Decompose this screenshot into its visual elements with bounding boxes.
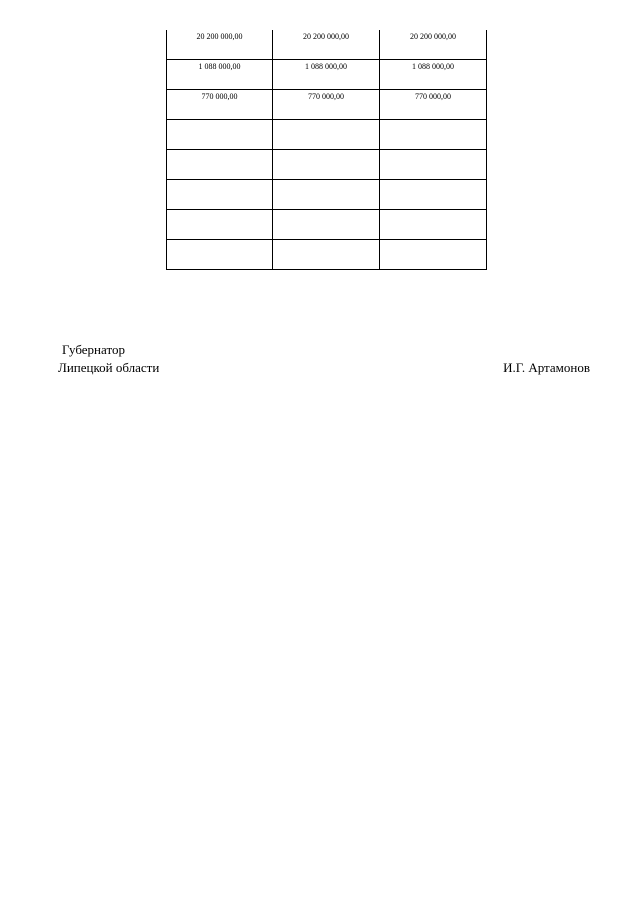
table-cell [167, 30, 273, 60]
table-row [167, 120, 487, 150]
table-cell [167, 90, 273, 120]
table-cell [380, 180, 487, 210]
table-cell [167, 120, 273, 150]
table-cell [273, 150, 380, 180]
table-cell [167, 210, 273, 240]
cell-value: 770 000,00 [415, 92, 451, 101]
amounts-table [166, 30, 487, 270]
table-row [167, 180, 487, 210]
table-cell [167, 150, 273, 180]
table-row [167, 150, 487, 180]
table-cell [380, 60, 487, 90]
table-cell [380, 30, 487, 60]
signatory-name: И.Г. Артамонов [503, 360, 590, 375]
table-row [167, 210, 487, 240]
table-cell [380, 240, 487, 270]
table-cell [273, 240, 380, 270]
table-cell [380, 90, 487, 120]
cell-value: 20 200 000,00 [410, 32, 456, 41]
table-cell [167, 240, 273, 270]
budget-table-fragment [166, 30, 486, 270]
table-cell [380, 150, 487, 180]
table-cell [380, 120, 487, 150]
cell-value: 20 200 000,00 [303, 32, 349, 41]
table-row [167, 90, 487, 120]
cell-value: 1 088 000,00 [305, 62, 347, 71]
signatory-position-line-1: Губернатор [62, 342, 125, 357]
cell-value: 20 200 000,00 [196, 32, 243, 41]
table-cell [167, 60, 273, 90]
table-cell [273, 210, 380, 240]
table-cell [273, 30, 380, 60]
table-cell [273, 120, 380, 150]
table-cell [273, 90, 380, 120]
table-cell [273, 180, 380, 210]
table-cell [273, 60, 380, 90]
signatory-position-line-2: Липецкой области [58, 360, 160, 375]
table-row [167, 60, 487, 90]
cell-value: 770 000,00 [201, 92, 238, 101]
table-cell [167, 180, 273, 210]
table-cell [380, 210, 487, 240]
table-row [167, 30, 487, 60]
table-row [167, 240, 487, 270]
cell-value: 1 088 000,00 [198, 62, 241, 71]
cell-value: 1 088 000,00 [412, 62, 454, 71]
cell-value: 770 000,00 [308, 92, 344, 101]
